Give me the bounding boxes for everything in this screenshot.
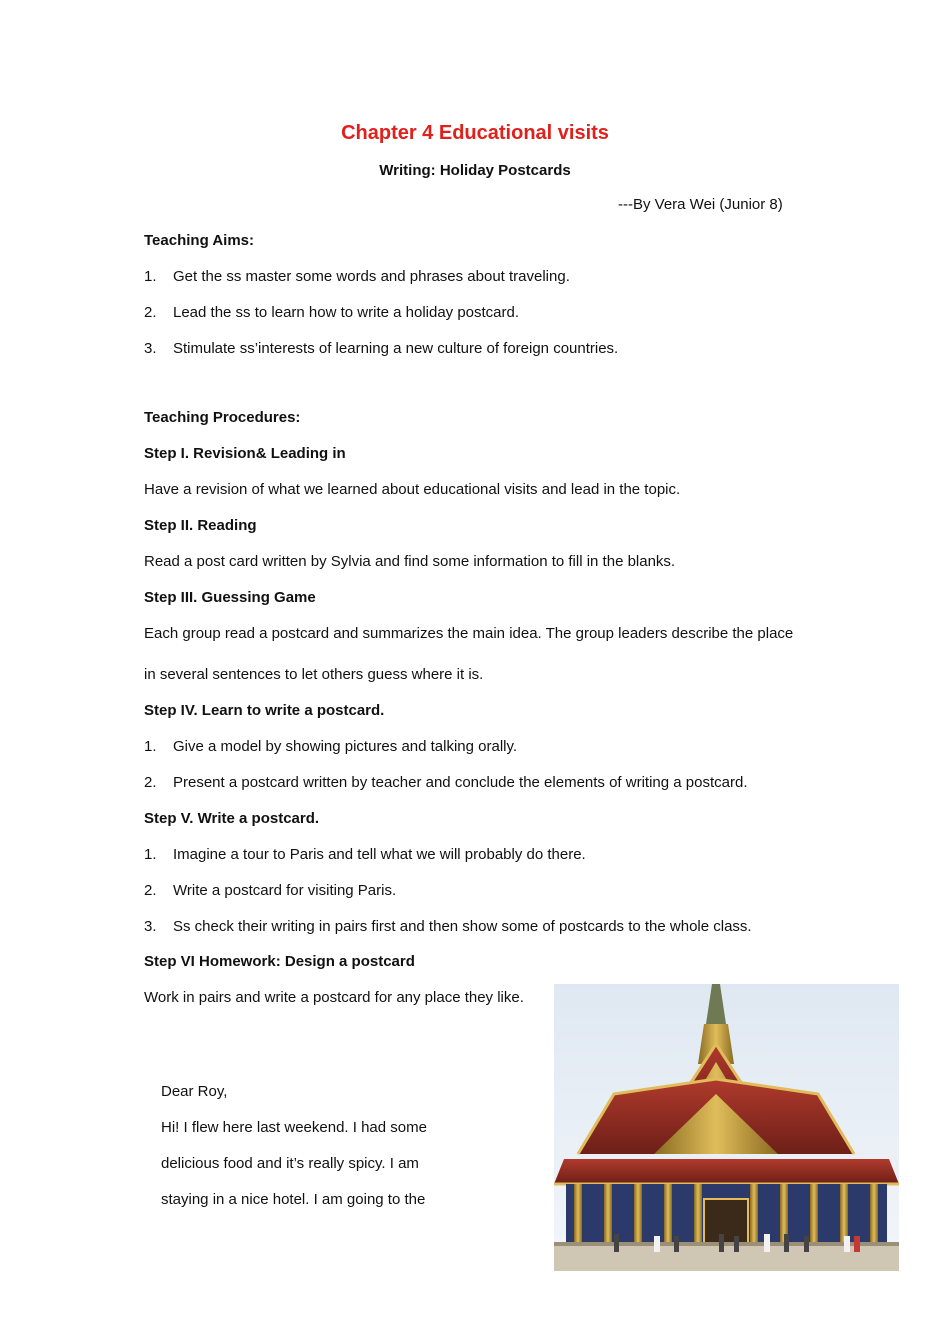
step2-heading: Step II. Reading bbox=[144, 517, 257, 534]
letter-line: delicious food and it’s really spicy. I am bbox=[161, 1155, 419, 1172]
step5-item: Ss check their writing in pairs first and then show some of postcards to the whole class. bbox=[173, 918, 752, 935]
step6-text: Work in pairs and write a postcard for any place they like. bbox=[144, 989, 524, 1006]
step3-text-line2: in several sentences to let others guess where it is. bbox=[144, 666, 484, 683]
step3-text-line1: Each group read a postcard and summarizes the main idea. The group leaders describe the place bbox=[144, 625, 794, 642]
aim-number: 1. bbox=[144, 268, 157, 285]
step5-item: Imagine a tour to Paris and tell what we will probably do there. bbox=[173, 846, 586, 863]
step5-item: Write a postcard for visiting Paris. bbox=[173, 882, 397, 899]
step4-item: Present a postcard written by teacher and conclude the elements of writing a postcard. bbox=[173, 774, 748, 791]
letter-greeting: Dear Roy, bbox=[161, 1083, 228, 1100]
step4-item: Give a model by showing pictures and talking orally. bbox=[173, 738, 518, 755]
temple-photo bbox=[554, 984, 899, 1271]
aim-item: Lead the ss to learn how to write a holiday postcard. bbox=[173, 304, 520, 321]
step1-heading: Step I. Revision& Leading in bbox=[144, 445, 346, 462]
aim-item: Stimulate ss’interests of learning a new culture of foreign countries. bbox=[173, 340, 619, 357]
procedures-heading: Teaching Procedures: bbox=[144, 409, 301, 426]
step4-number: 1. bbox=[144, 738, 157, 755]
author-line: ---By Vera Wei (Junior 8) bbox=[618, 196, 783, 213]
letter-line: Hi! I flew here last weekend. I had some bbox=[161, 1119, 427, 1136]
step4-number: 2. bbox=[144, 774, 157, 791]
step2-text: Read a post card written by Sylvia and find some information to fill in the blanks. bbox=[144, 553, 676, 570]
aim-number: 3. bbox=[144, 340, 157, 357]
aim-item: Get the ss master some words and phrases about traveling. bbox=[173, 268, 570, 285]
document-title: Chapter 4 Educational visits bbox=[341, 122, 609, 144]
step6-heading: Step VI Homework: Design a postcard bbox=[144, 953, 415, 970]
step5-number: 1. bbox=[144, 846, 157, 863]
aim-number: 2. bbox=[144, 304, 157, 321]
step3-heading: Step III. Guessing Game bbox=[144, 589, 316, 606]
letter-line: staying in a nice hotel. I am going to the bbox=[161, 1191, 426, 1208]
step5-number: 3. bbox=[144, 918, 157, 935]
step5-heading: Step V. Write a postcard. bbox=[144, 810, 320, 827]
step4-heading: Step IV. Learn to write a postcard. bbox=[144, 702, 385, 719]
document-subtitle: Writing: Holiday Postcards bbox=[379, 162, 571, 179]
aims-heading: Teaching Aims: bbox=[144, 232, 255, 249]
step5-number: 2. bbox=[144, 882, 157, 899]
temple-illustration bbox=[554, 984, 899, 1271]
step1-text: Have a revision of what we learned about educational visits and lead in the topic. bbox=[144, 481, 681, 498]
